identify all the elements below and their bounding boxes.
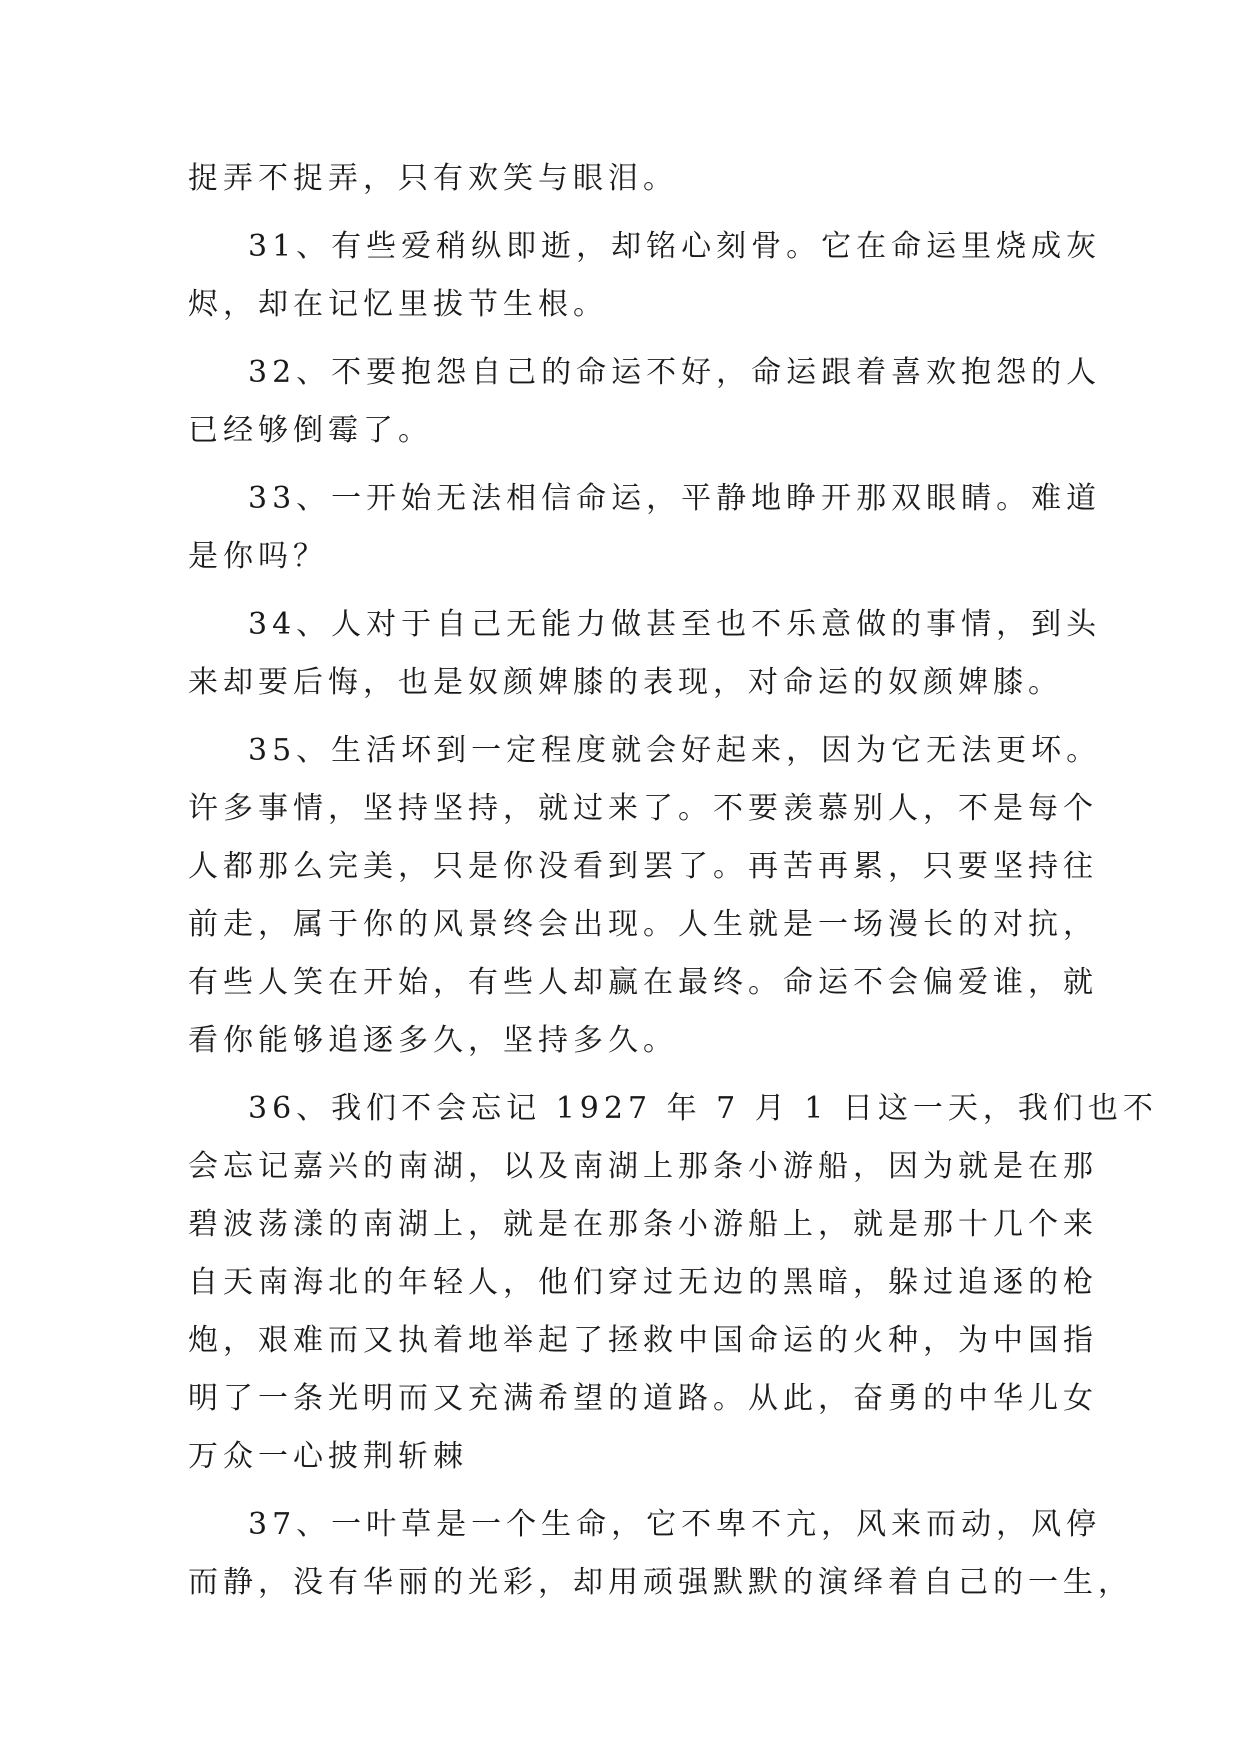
- paragraph-line: 人都那么完美，只是你没看到罢了。再苦再累，只要坚持往: [188, 849, 1098, 884]
- paragraph-line: 36、我们不会忘记 1927 年 7 月 1 日这一天，我们也不: [248, 1091, 1158, 1126]
- paragraph-line: 看你能够追逐多久，坚持多久。: [188, 1023, 678, 1058]
- paragraph-continuation: [188, 150, 1068, 208]
- paragraph-line: 前走，属于你的风景终会出现。人生就是一场漫长的对抗，: [188, 907, 1098, 942]
- paragraph-32: [188, 344, 1102, 460]
- paragraph-line: 来却要后悔，也是奴颜婢膝的表现，对命运的奴颜婢膝。: [188, 665, 1063, 700]
- paragraph-34: [188, 596, 1102, 712]
- paragraph-line: 而静，没有华丽的光彩，却用顽强默默的演绎着自己的一生，: [188, 1565, 1133, 1600]
- paragraph-line: 37、一叶草是一个生命，它不卑不亢，风来而动，风停: [248, 1507, 1102, 1542]
- paragraph-line: 32、不要抱怨自己的命运不好，命运跟着喜欢抱怨的人: [248, 355, 1102, 390]
- paragraph-line: 31、有些爱稍纵即逝，却铭心刻骨。它在命运里烧成灰: [248, 229, 1102, 264]
- paragraph-line: 烬，却在记忆里拔节生根。: [188, 287, 608, 322]
- paragraph-35: [188, 722, 1102, 1070]
- document-text: [188, 150, 1158, 1612]
- paragraph-36: [188, 1080, 1158, 1486]
- paragraph-line: 有些人笑在开始，有些人却赢在最终。命运不会偏爱谁，就: [188, 965, 1098, 1000]
- paragraph-line: 已经够倒霉了。: [188, 413, 433, 448]
- paragraph-line: 自天南海北的年轻人，他们穿过无边的黑暗，躲过追逐的枪: [188, 1265, 1098, 1300]
- paragraph-line: 35、生活坏到一定程度就会好起来，因为它无法更坏。: [248, 733, 1102, 768]
- paragraph-line: 捉弄不捉弄，只有欢笑与眼泪。: [188, 161, 678, 196]
- paragraph-line: 万众一心披荆斩棘: [188, 1439, 468, 1474]
- paragraph-line: 许多事情，坚持坚持，就过来了。不要羡慕别人，不是每个: [188, 791, 1098, 826]
- paragraph-line: 碧波荡漾的南湖上，就是在那条小游船上，就是那十几个来: [188, 1207, 1098, 1242]
- paragraph-line: 炮，艰难而又执着地举起了拯救中国命运的火种，为中国指: [188, 1323, 1098, 1358]
- paragraph-31: [188, 218, 1102, 334]
- paragraph-line: 明了一条光明而又充满希望的道路。从此，奋勇的中华儿女: [188, 1381, 1098, 1416]
- paragraph-33: [188, 470, 1102, 586]
- paragraph-line: 34、人对于自己无能力做甚至也不乐意做的事情，到头: [248, 607, 1102, 642]
- paragraph-line: 会忘记嘉兴的南湖，以及南湖上那条小游船，因为就是在那: [188, 1149, 1098, 1184]
- paragraph-line: 是你吗？: [188, 539, 328, 574]
- paragraph-line: 33、一开始无法相信命运，平静地睁开那双眼睛。难道: [248, 481, 1102, 516]
- paragraph-37: [188, 1496, 1133, 1612]
